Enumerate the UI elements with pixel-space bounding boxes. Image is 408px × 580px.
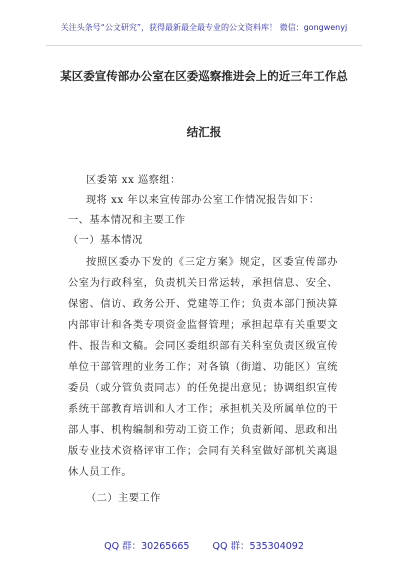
paragraph-line: 单位干部管理的业务工作；对各镇（街道、功能区）宣统 [68,362,338,373]
footer [0,538,408,552]
paragraph-line: 委员（或分管负责同志）的任免提出意见；协调组织宣传 [68,383,338,394]
paragraph-line: 系统干部教育培训和人才工作；承担机关及所属单位的干 [68,404,338,415]
header-divider [46,45,362,46]
paragraph-line: 部人事、机构编制和劳动工资工作；负责新闻、思政和出 [68,425,338,436]
header-banner: 关注头条号“公文研究”，获得最新最全最专业的公文资料库！ 微信：gongwenyj [60,23,348,32]
paragraph-line: 内部审计和各类专项资金监督管理；承担起草有关重要文 [68,320,338,331]
subsection-heading-1: （一）基本情况 [68,235,143,246]
footer-qq-group-2: QQ 群：535304092 [212,541,304,552]
document-title-line-2: 结汇报 [186,125,222,139]
paragraph-line: 保密、信访、政务公开、党建等工作；负责本部门预决算 [68,299,338,310]
section-heading-1: 一、基本情况和主要工作 [68,215,186,226]
intro-text: 现将 xx 年以来宣传部办公室工作情况报告如下： [86,195,320,206]
paragraph-line: 休人员工作。 [68,467,133,478]
paragraph-line: 公室为行政科室，负责机关日常运转，承担信息、安全、 [68,278,338,289]
subsection-heading-2: （二）主要工作 [86,493,161,504]
paragraph-line: 版专业技术资格评审工作；会同有关科室做好部机关离退 [68,446,338,457]
footer-qq-group-1: QQ 群：30265665 [104,541,190,552]
paragraph-line: 按照区委办下发的《三定方案》规定，区委宣传部办 [86,257,338,268]
paragraph-line: 件、报告和文稿。会同区委组织部有关科室负责区级宣传 [68,341,338,352]
salutation: 区委第 xx 巡察组： [86,175,181,186]
document-title-line-1: 某区委宣传部办公室在区委巡察推进会上的近三年工作总 [60,69,348,83]
